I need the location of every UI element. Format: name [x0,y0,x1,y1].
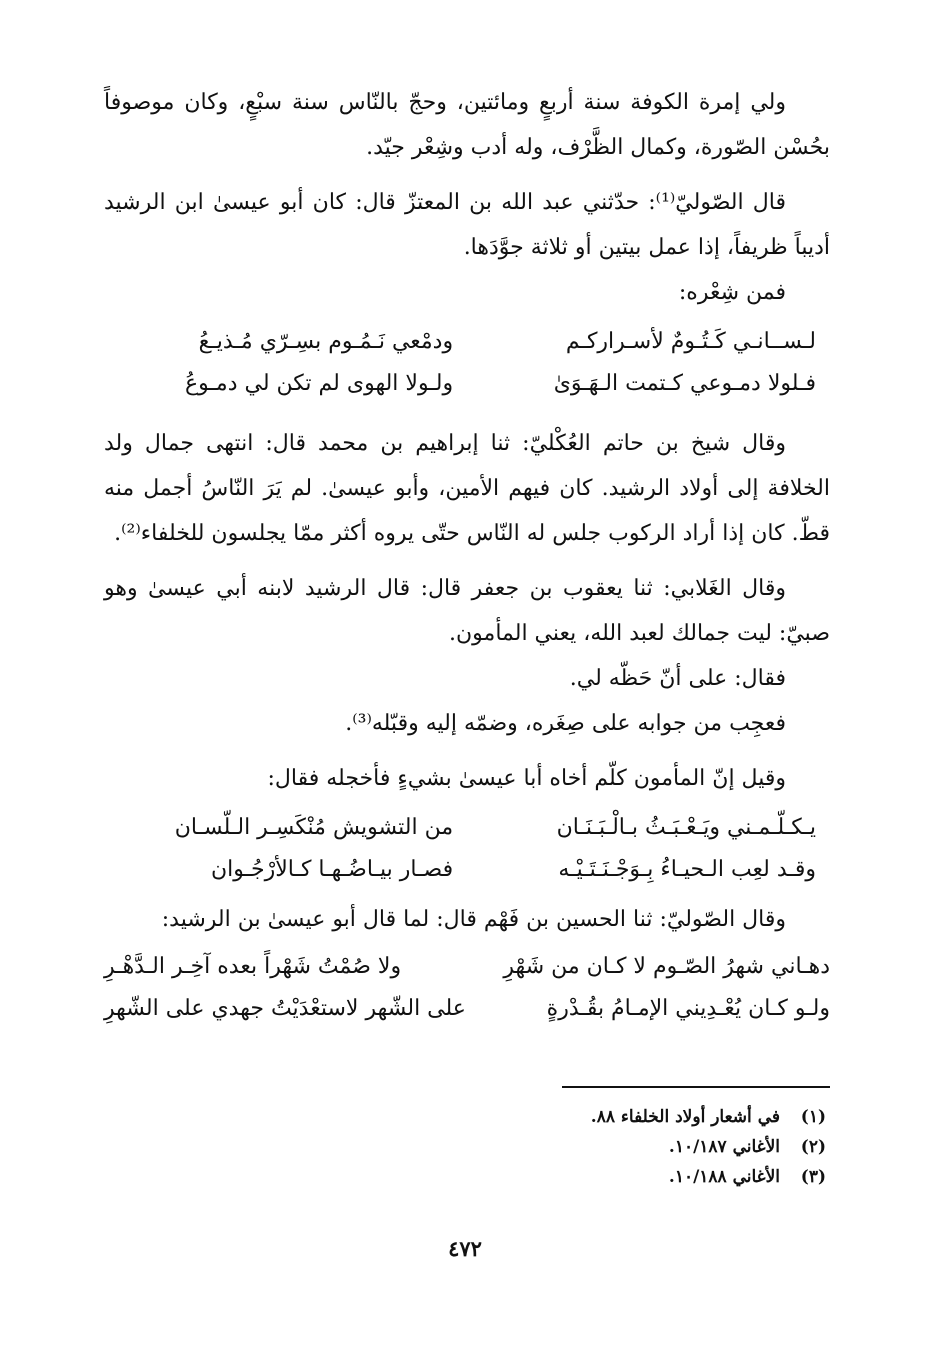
hemistich-first: فـلولا دمـوعي كـتمت الـهَـوَىٰ [553,371,816,396]
paragraph-5-reply: فقال: على أنّ حَظّه لي. [569,666,786,691]
footnote-divider [562,1086,830,1088]
paragraph-1: ولي إمرة الكوفة سنة أربعٍ ومائتين، وحجّ بالنّاس سنة سبْعٍ، وكان موصوفاً بحُسْن الصّورة، وكمال الظَّرْف، وله أدب وشِعْر جيّد. [104,90,830,160]
verse-line [144,321,816,363]
hemistich-second: على الشّهر لاستعْدَيْتُ جهدي على الشّهرِ [104,996,466,1021]
footnote-2 [104,1132,826,1162]
footnote-text: الأغاني ١٠/١٨٨. [668,1167,780,1187]
footnote-number: (٢) [800,1137,826,1157]
poem-1 [144,321,816,405]
main-text [104,80,830,1030]
hemistich-first: يـكـلّـمـني ويَـعْـبَـثُ بـالْـبَـنَـان [556,815,816,840]
paragraph-5-end: فعجِب من جوابه على صِغَره، وضمّه إليه وقبّله⁽³⁾. [345,711,786,736]
paragraph-4: وقال شيخ بن حاتم العُكْليّ: ثنا إبراهيم بن محمد قال: انتهى جمال ولد الخلافة إلى أولاد الرشيد. كان فيهم الأمين، وأبو عيسىٰ. لم يَرَ النّاسُ أجمل منه قطّ. كان إذا أراد الركوب جلس له النّاس حتّى يروه أكثر ممّا يجلسون للخلفاء⁽²⁾. [104,431,830,546]
verse-line [144,849,816,891]
hemistich-second: من التشويش مُنْكَسِـر الـلّسـان [174,815,454,840]
verse-line [144,363,816,405]
hemistich-first: دهـاني شهرُ الصّـوم لا كـان من شَهْرِ [503,954,830,979]
poem-intro-2: وقيل إنّ المأمون كلّم أخاه أبا عيسىٰ بشيءٍ فأخجله فقال: [267,766,786,791]
footnote-text: الأغاني ١٠/١٨٧. [668,1137,780,1157]
paragraph-2: قال الصّوليّ⁽¹⁾: حدّثني عبد الله بن المعتزّ قال: كان أبو عيسىٰ ابن الرشيد أديباً ظريفاً، إذا عمل بيتين أو ثلاثة جوَّدَها. [104,190,830,260]
hemistich-second: ودمْعي نَـمُـوم بسِـرّي مُـذيـعُ [198,329,454,354]
hemistich-second: فصـار بيـاضُـهـا كـالأرْجُـوان [210,857,454,882]
footnote-number: (٣) [800,1167,826,1187]
verse-line [104,946,830,988]
hemistich-second: ولا صُمْتُ شَهْراً بعده آخِـر الـدَّهْـرِ [104,954,402,979]
hemistich-first: وقـد لعِب الـحيـاءُ بِـوَجْـنَـتَـيْـه [558,857,816,882]
hemistich-first: لـســانـي كَـتُـومٌ لأسـراركـم [565,329,816,354]
paragraph-5: وقال الغَلابي: ثنا يعقوب بن جعفر قال: قال الرشيد لابنه أبي عيسىٰ وهو صبيّ: ليت جمالك لعبد الله، يعني المأمون. [104,576,830,646]
footnote-1 [104,1102,826,1132]
verse-line [104,988,830,1030]
hemistich-second: ولـولا الهوى لم تكن لي دمـوعُ [184,371,454,396]
poem-2 [144,807,816,891]
footnote-number: (١) [800,1107,826,1127]
verse-line [144,807,816,849]
poem-3 [104,946,830,1030]
page-number: ٤٧٢ [448,1236,482,1261]
poem-intro-3: وقال الصّوليّ: ثنا الحسين بن فَهْم قال: لما قال أبو عيسىٰ بن الرشيد: [161,907,786,932]
footnote-3 [104,1162,826,1192]
footnote-text: في أشعار أولاد الخلفاء ٨٨. [590,1107,780,1127]
footnotes [104,1102,826,1192]
hemistich-first: ولـو كـان يُعْـدِيني الإمـامُ بقُـدْرةٍ [546,996,830,1021]
poem-intro-1: فمن شِعْره: [678,280,786,305]
